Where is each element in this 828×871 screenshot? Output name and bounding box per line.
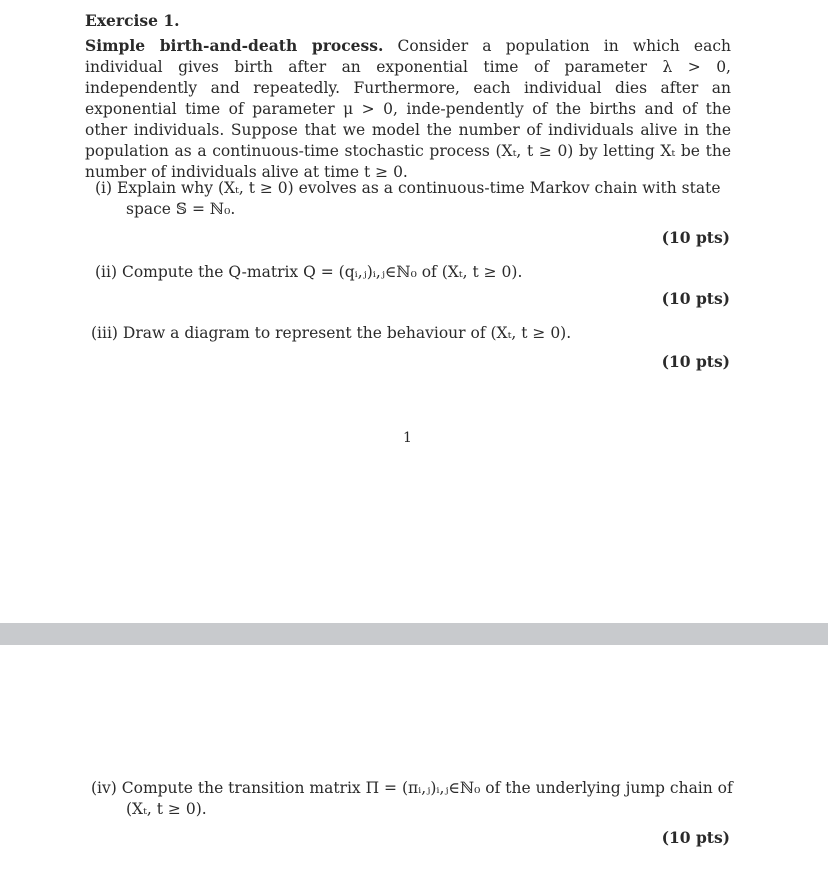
exercise-intro [85,35,731,183]
exercise-heading: Simple birth-and-death process. [85,36,384,55]
part-iii-text: Draw a diagram to represent the behaviour of (Xₜ, t ≥ 0). [122,324,572,342]
part-ii-text: Compute the Q-matrix Q = (qᵢ,ⱼ)ᵢ,ⱼ∈ℕ₀ of (Xₜ, t ≥ 0). [121,263,523,281]
page-2 [0,645,828,871]
part-iii-label: (iii) [91,324,118,342]
page-number: 1 [403,430,412,446]
part-iv [91,778,733,799]
part-ii [95,262,522,283]
part-iv-label: (iv) [91,779,117,797]
exercise-intro-text: Consider a population in which each individual gives birth after an exponential time of parameter λ > 0, independently and repeatedly. Furthermore, each individual dies after an exponential time of parameter μ > 0, inde-pendently of the births and of the other individuals. Suppose that we model the number of individuals alive in the population as a continuous-time stochastic process (Xₜ, t ≥ 0) by letting Xₜ be the number of individuals alive at time t ≥ 0. [85,37,731,181]
exercise-title: Exercise 1. [85,11,180,30]
part-iv-points: (10 pts) [661,828,730,847]
part-ii-points: (10 pts) [661,289,730,308]
part-i-text-line2: space 𝕊 = ℕ₀. [126,200,236,218]
part-i [95,178,721,199]
part-iii [91,323,571,344]
part-i-text-line1: Explain why (Xₜ, t ≥ 0) evolves as a continuous-time Markov chain with state [117,179,721,197]
page-separator [0,623,828,645]
part-i-label: (i) [95,179,113,197]
part-ii-label: (ii) [95,263,118,281]
part-i-points: (10 pts) [661,228,730,247]
part-iv-text-line2: (Xₜ, t ≥ 0). [126,800,207,818]
part-iv-text-line1: Compute the transition matrix Π = (πᵢ,ⱼ)ᵢ,ⱼ∈ℕ₀ of the underlying jump chain of [121,779,733,797]
part-iii-points: (10 pts) [661,352,730,371]
